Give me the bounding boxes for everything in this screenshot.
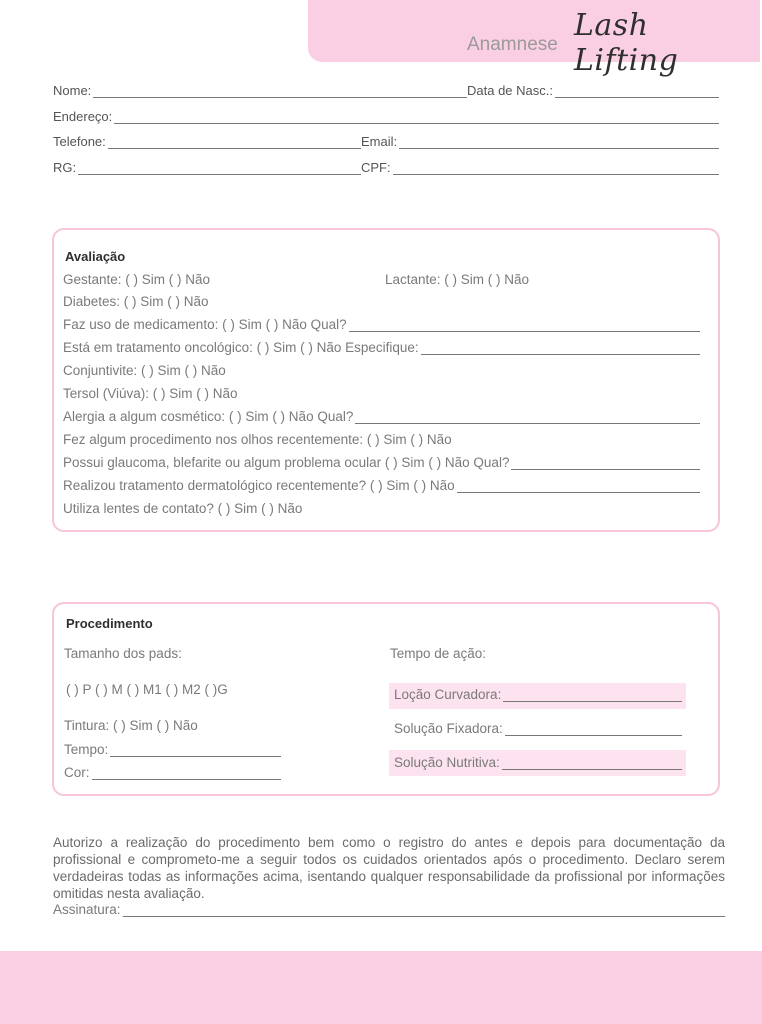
- endereco-line: [114, 111, 719, 124]
- solucao-nutritiva-field[interactable]: [394, 755, 682, 770]
- solucao-fixadora-field[interactable]: [394, 721, 682, 736]
- solucao-nutritiva-label: Solução Nutritiva:: [394, 755, 500, 770]
- cor-line: [92, 767, 281, 780]
- procedimento-olhos-question[interactable]: Fez algum procedimento nos olhos recentemente: ( ) Sim ( ) Não: [63, 432, 452, 447]
- tersol-question[interactable]: Tersol (Viúva): ( ) Sim ( ) Não: [63, 386, 238, 401]
- oncologico-question[interactable]: [63, 340, 700, 355]
- telefone-label: Telefone:: [53, 134, 106, 149]
- solucao-fixadora-label: Solução Fixadora:: [394, 721, 503, 736]
- email-field[interactable]: [361, 134, 719, 149]
- tempo-label: Tempo:: [64, 742, 109, 757]
- nascimento-label: Data de Nasc.:: [467, 83, 553, 98]
- gestante-question[interactable]: Gestante: ( ) Sim ( ) Não: [63, 272, 211, 287]
- tintura-question[interactable]: Tintura: ( ) Sim ( ) Não: [64, 718, 198, 733]
- dermatologico-question[interactable]: [63, 478, 700, 493]
- pads-options[interactable]: ( ) P ( ) M ( ) M1 ( ) M2 ( )G: [66, 682, 228, 697]
- email-line: [399, 136, 719, 149]
- cpf-field[interactable]: [361, 160, 719, 175]
- medicamento-question[interactable]: [63, 317, 700, 332]
- rg-field[interactable]: [53, 160, 361, 175]
- dermatologico-label: Realizou tratamento dermatológico recentemente? ( ) Sim ( ) Não: [63, 478, 455, 493]
- email-label: Email:: [361, 134, 398, 149]
- brand-title: Lash Lifting: [574, 8, 679, 78]
- locao-field[interactable]: [394, 687, 682, 702]
- endereco-label: Endereço:: [53, 109, 113, 124]
- tempo-acao-label: Tempo de ação:: [390, 646, 487, 661]
- dermatologico-line: [457, 480, 700, 493]
- assinatura-field[interactable]: [53, 902, 725, 917]
- lactante-question[interactable]: Lactante: ( ) Sim ( ) Não: [385, 272, 530, 287]
- footer-banner: [0, 951, 762, 1024]
- procedimento-title: Procedimento: [66, 616, 153, 631]
- medicamento-label: Faz uso de medicamento: ( ) Sim ( ) Não Qual?: [63, 317, 347, 332]
- oncologico-label: Está em tratamento oncológico: ( ) Sim ( ) Não Especifique:: [63, 340, 419, 355]
- tempo-line: [110, 744, 281, 757]
- oncologico-line: [421, 342, 700, 355]
- cor-field[interactable]: [64, 765, 281, 780]
- endereco-field[interactable]: [53, 109, 719, 124]
- glaucoma-label: Possui glaucoma, blefarite ou algum problema ocular ( ) Sim ( ) Não Qual?: [63, 455, 510, 470]
- avaliacao-title: Avaliação: [65, 249, 126, 264]
- telefone-line: [108, 136, 361, 149]
- cpf-line: [393, 162, 719, 175]
- solucao-fixadora-line: [505, 723, 682, 736]
- tempo-field[interactable]: [64, 742, 281, 757]
- diabetes-question[interactable]: Diabetes: ( ) Sim ( ) Não: [63, 294, 209, 309]
- consent-text: Autorizo a realização do procedimento bem como o registro do antes e depois para documentação da profissional e comprometo-me a seguir todos os cuidados orientados após o procedimento. Declaro serem verdadeiras todas as informações acima, isentando qualquer responsabilidade da profissional por informações omitidas nesta avaliação.: [53, 835, 725, 901]
- solucao-nutritiva-line: [502, 757, 682, 770]
- lentes-question[interactable]: Utiliza lentes de contato? ( ) Sim ( ) Não: [63, 501, 303, 516]
- alergia-question[interactable]: [63, 409, 700, 424]
- nascimento-line: [555, 85, 719, 98]
- locao-label: Loção Curvadora:: [394, 687, 502, 702]
- alergia-line: [355, 411, 700, 424]
- assinatura-line: [123, 904, 725, 917]
- rg-line: [78, 162, 361, 175]
- cpf-label: CPF:: [361, 160, 391, 175]
- conjuntivite-question[interactable]: Conjuntivite: ( ) Sim ( ) Não: [63, 363, 226, 378]
- nascimento-field[interactable]: [467, 83, 719, 98]
- locao-line: [503, 689, 682, 702]
- glaucoma-question[interactable]: [63, 455, 700, 470]
- pads-label: Tamanho dos pads:: [64, 646, 182, 661]
- cor-label: Cor:: [64, 765, 90, 780]
- glaucoma-line: [511, 457, 700, 470]
- telefone-field[interactable]: [53, 134, 361, 149]
- medicamento-line: [349, 319, 700, 332]
- assinatura-label: Assinatura:: [53, 902, 121, 917]
- alergia-label: Alergia a algum cosmético: ( ) Sim ( ) Não Qual?: [63, 409, 354, 424]
- nome-label: Nome:: [53, 83, 92, 98]
- rg-label: RG:: [53, 160, 77, 175]
- form-subtitle: Anamnese: [467, 34, 558, 55]
- nome-line: [93, 85, 467, 98]
- nome-field[interactable]: [53, 83, 467, 98]
